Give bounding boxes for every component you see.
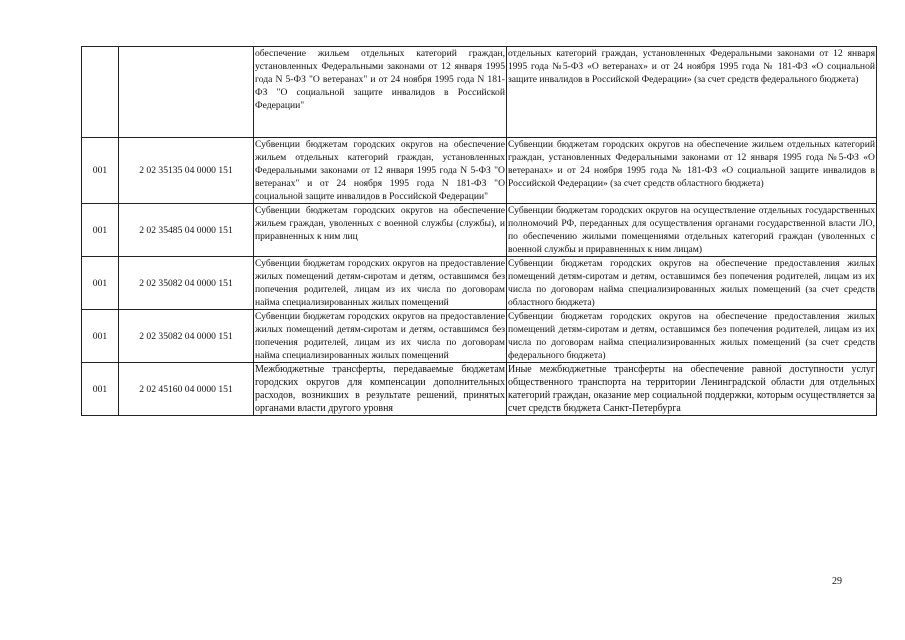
kbk-code-cell: 2 02 35082 04 0000 151 [119, 310, 254, 363]
table-row [82, 363, 877, 416]
kbk-code-cell: 2 02 35135 04 0000 151 [119, 138, 254, 204]
income-name-cell: Субвенции бюджетам городских округов на обеспечение жильем граждан, уволенных с военной службы (службы), и приравненных к ним лиц [254, 204, 507, 257]
admin-code-cell: 001 [82, 257, 119, 310]
table-row [82, 204, 877, 257]
income-description-cell: Субвенции бюджетам городских округов на обеспечение предоставления жилых помещений детям-сиротам и детям, оставшимся без попечения родителей, лицам из их числа по договорам найма специализированных жилых помещений (за счет средств областного бюджета) [508, 258, 875, 308]
income-name-cell: Субвенции бюджетам городских округов на предоставление жилых помещений детям-сиротам и детям, оставшимся без попечения родителей, лицам из их числа по договорам найма специализированных жилых помещений [255, 311, 505, 361]
table-row [82, 257, 877, 310]
page-number: 29 [832, 576, 842, 587]
admin-code-cell: 001 [82, 310, 119, 363]
income-name-cell: обеспечение жильем отдельных категорий граждан, установленных Федеральными законами от 12 января 1995 года N 5-ФЗ "О ветеранах" и от 24 ноября 1995 года N 181-ФЗ "О социальной защите инвалидов в Российской Федерации" [254, 47, 507, 138]
income-name-cell: Субвенции бюджетам городских округов на обеспечение жильем отдельных категорий граждан, установленных Федеральными законами от 12 января 1995 года N 5-ФЗ "О ветеранах" и от 24 ноября 1995 года N 181-ФЗ "О социальной защите инвалидов в Российской Федерации" [255, 139, 505, 202]
income-description-cell: отдельных категорий граждан, установленных Федеральными законами от 12 января 1995 года №5-ФЗ «О ветеранах» и от 24 ноября 1995 года № 181-ФЗ «О социальной защите инвалидов в Российской Федерации» (за счет средств федерального бюджета) [507, 47, 877, 138]
admin-code-cell: 001 [82, 138, 119, 204]
income-description-cell: Субвенции бюджетам городских округов на обеспечение предоставления жилых помещений детям-сиротам и детям, оставшимся без попечения родителей, лицам из их числа по договорам найма специализированных жилых помещений (за счет средств федерального бюджета) [508, 311, 875, 361]
income-description-cell: Субвенции бюджетам городских округов на обеспечение жильем отдельных категорий граждан, установленных Федеральными законами от 12 января 1995 года №5-ФЗ «О ветеранах» и от 24 ноября 1995 года № 181-ФЗ «О социальной защите инвалидов в Российской Федерации» (за счет средств областного бюджета) [507, 138, 877, 204]
income-description-cell: Субвенции бюджетам городских округов на осуществление отдельных государственных полномочий РФ, переданных для осуществления органами государственной власти ЛО, по обеспечению жилыми помещениями отдельных категорий граждан (уволенных с военной службы и приравненных к ним лицам) [508, 205, 875, 255]
kbk-code-cell [119, 47, 254, 138]
income-name-cell: Субвенции бюджетам городских округов на предоставление жилых помещений детям-сиротам и детям, оставшимся без попечения родителей, лицам из их числа по договорам найма специализированных жилых помещений [255, 258, 505, 308]
kbk-code-cell: 2 02 45160 04 0000 151 [119, 363, 254, 416]
income-description-cell: Иные межбюджетные трансферты на обеспечение равной доступности услуг общественного транспорта на территории Ленинградской области для отдельных категорий граждан, оказание мер социальной поддержки, которым осуществляется за счет средств бюджета Санкт-Петербурга [508, 364, 875, 414]
table-row [82, 47, 877, 138]
admin-code-cell [82, 47, 119, 138]
admin-code-cell: 001 [82, 204, 119, 257]
admin-code-cell: 001 [82, 363, 119, 416]
income-name-cell: Межбюджетные трансферты, передаваемые бюджетам городских округов для компенсации дополнительных расходов, возникших в результате решений, принятых органами власти другого уровня [255, 364, 505, 414]
kbk-code-cell: 2 02 35485 04 0000 151 [119, 204, 254, 257]
table-row [82, 138, 877, 204]
table-row [82, 310, 877, 363]
budget-table [81, 46, 877, 416]
kbk-code-cell: 2 02 35082 04 0000 151 [119, 257, 254, 310]
